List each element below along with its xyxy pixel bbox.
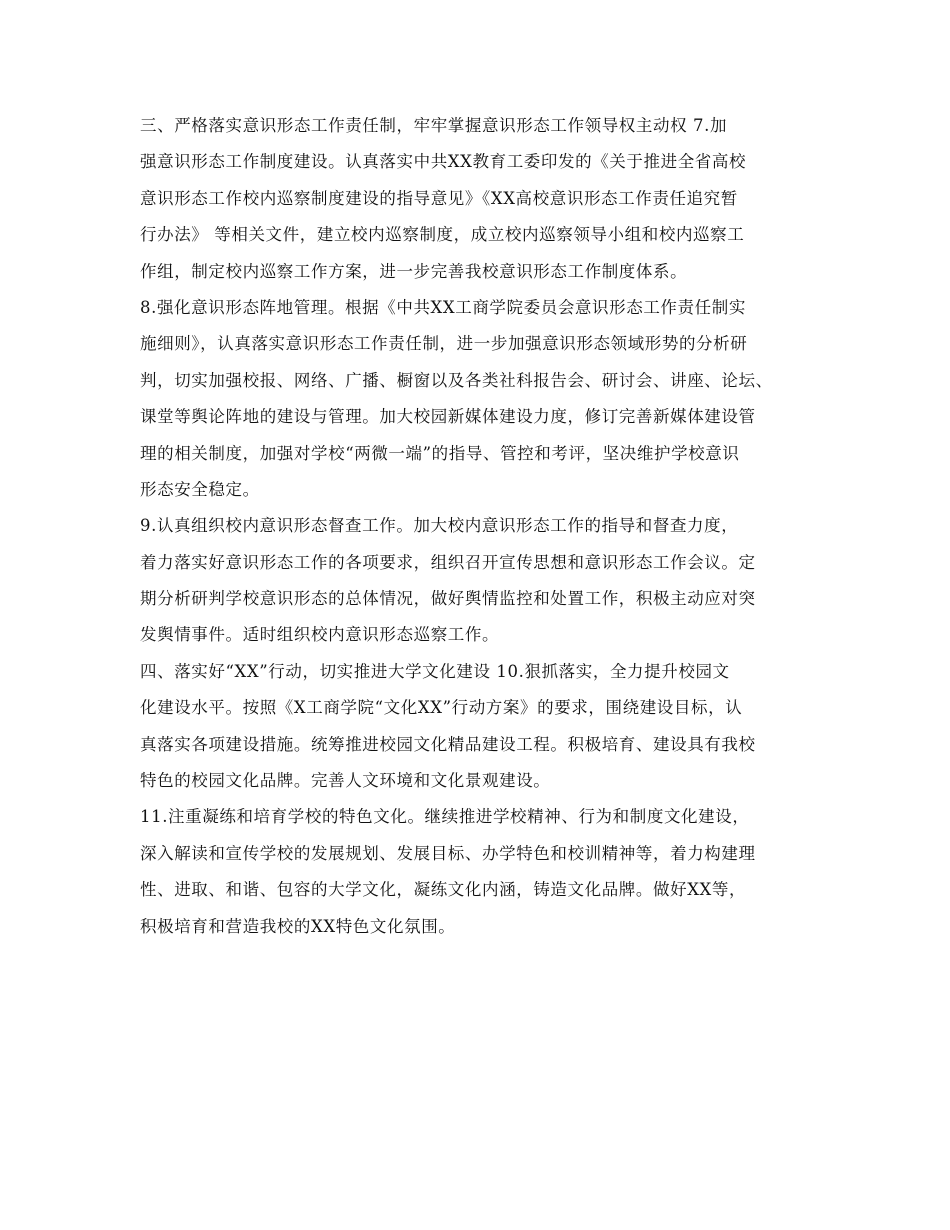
text-line: 课堂等舆论阵地的建设与管理。加大校园新媒体建设力度，修订完善新媒体建设管 (140, 407, 756, 427)
text-line: 发舆情事件。适时组织校内意识形态巡察工作。 (140, 625, 500, 645)
text-line: 真落实各项建设措施。统筹推进校园文化精品建设工程。积极培育、建设具有我校 (140, 734, 756, 754)
text-line: 行办法》 等相关文件，建立校内巡察制度，成立校内巡察领导小组和校内巡察工 (140, 225, 745, 245)
text-line: 性、进取、和谐、包容的大学文化，凝练文化内涵，铸造文化品牌。做好XX等， (140, 880, 747, 900)
text-line: 8.强化意识形态阵地管理。根据《中共XX工商学院委员会意识形态工作责任制实 (140, 297, 746, 317)
text-line: 期分析研判学校意识形态的总体情况，做好舆情监控和处置工作，积极主动应对突 (140, 589, 756, 609)
text-line: 9.认真组织校内意识形态督查工作。加大校内意识形态工作的指导和督查力度， (140, 516, 739, 536)
text-line: 特色的校园文化品牌。完善人文环境和文化景观建设。 (140, 771, 551, 791)
text-line: 意识形态工作校内巡察制度建设的指导意见》《XX高校意识形态工作责任追究暂 (140, 188, 738, 208)
text-line: 积极培育和营造我校的XX特色文化氛围。 (140, 916, 456, 936)
text-line: 理的相关制度，加强对学校“两微一端”的指导、管控和考评，坚决维护学校意识 (140, 443, 740, 463)
text-line: 施细则》，认真落实意识形态工作责任制，进一步加强意识形态领域形势的分析研 (140, 334, 748, 354)
text-line: 三、严格落实意识形态工作责任制，牢牢掌握意识形态工作领导权主动权 7.加 (140, 116, 728, 135)
text-line: 化建设水平。按照《X工商学院“文化XX”行动方案》的要求，围绕建设目标，认 (140, 698, 743, 718)
document-body (140, 108, 830, 945)
text-line: 作组，制定校内巡察工作方案，进一步完善我校意识形态工作制度体系。 (140, 261, 688, 281)
text-line: 强意识形态工作制度建设。认真落实中共XX教育工委印发的《关于推进全省高校 (140, 152, 747, 172)
text-line: 11.注重凝练和培育学校的特色文化。继续推进学校精神、行为和制度文化建设， (140, 807, 750, 827)
text-line: 着力落实好意识形态工作的各项要求，组织召开宣传思想和意识形态工作会议。定 (140, 552, 756, 572)
text-line: 四、落实好“XX”行动，切实推进大学文化建设 10.狠抓落实，全力提升校园文 (140, 661, 730, 681)
text-line: 判，切实加强校报、网络、广播、橱窗以及各类社科报告会、研讨会、讲座、论坛、 (140, 370, 773, 390)
text-line: 形态安全稳定。 (140, 479, 260, 499)
text-line: 深入解读和宣传学校的发展规划、发展目标、办学特色和校训精神等，着力构建理 (140, 843, 756, 863)
